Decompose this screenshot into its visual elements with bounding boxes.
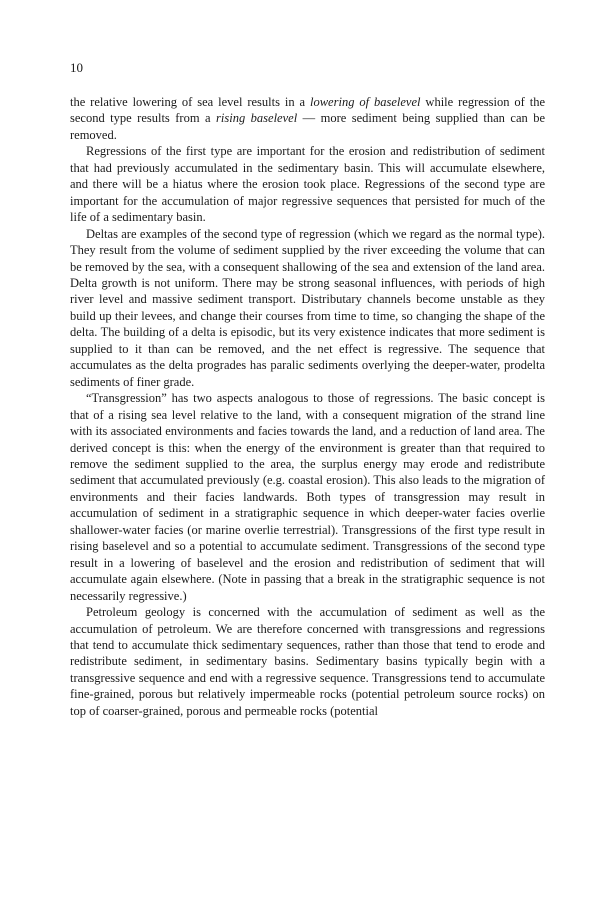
paragraph-5 [70, 604, 545, 719]
paragraph-1 [70, 94, 545, 143]
text-run: Petroleum geology is concerned with the accumulation of sediment as well as the accumulation of petroleum. We are therefore concerned with transgressions and regressions that tend to accumulate thick sedimentary sequences, rather than those that tend to erode and redistribute sediment, in sedimentary basins. Sedimentary basins typically begin with a transgressive sequence and end with a regressive sequence. Transgressions tend to accumulate fine-grained, porous but relatively impermeable rocks (potential petroleum source rocks) on top of coarser-grained, porous and permeable rocks (potential [70, 605, 545, 718]
paragraph-3 [70, 226, 545, 391]
text-run: Regressions of the first type are important for the erosion and redistribution of sediment that had previously accumulated in the sedimentary basin. This will accumulate elsewhere, and there will be a hiatus where the erosion took place. Regressions of the second type are important for the accumulation of major regressive sequences that persisted for much of the life of a sedimentary basin. [70, 144, 545, 225]
italic-term-rising-baselevel: rising baselevel [216, 111, 298, 126]
paragraph-4 [70, 390, 545, 604]
text-run: while regression of the second type results from a [70, 95, 546, 126]
paragraph-2 [70, 143, 545, 225]
text-run: Deltas are examples of the second type of regression (which we regard as the normal type). They result from the volume of sediment supplied by the river exceeding the volume that can be removed by the sea, with a consequent shallowing of the sea and extension of the land area. Delta growth is not uniform. There may be strong seasonal influences, with periods of high river level and massive sediment transport. Distributary channels become unstable as they build up their levees, and change their courses from time to time, so changing the shape of the delta. The building of a delta is episodic, but its very existence indicates that more sediment is supplied to it than can be removed, and the net effect is regressive. The sequence that accumulates as the delta progrades has paralic sediments overlying the deeper-water, prodelta sediments of finer grade. [70, 226, 545, 389]
body-text [70, 94, 545, 719]
italic-term-lowering-of-baselevel: lowering of baselevel [310, 95, 421, 109]
page-number: 10 [70, 60, 83, 75]
text-run: — more sediment being supplied than can be removed. [70, 111, 546, 142]
text-run: the relative lowering of sea level results in a [70, 95, 310, 109]
text-run: “Transgression” has two aspects analogous to those of regressions. The basic concept is that of a rising sea level relative to the land, with a consequent migration of the strand line with its associated environments and facies towards the land, and a reduction of land area. The derived concept is this: when the energy of the environment is greater than that required to remove the sediment supplied to the area, the surplus energy may erode and redistribute sediment that accumulated previously (e.g. coastal erosion). This also leads to the migration of environments and their facies landwards. Both types of transgression may result in accumulation of sediment in a stratigraphic sequence in which deeper-water facies overlie shallower-water facies (or marine overlie terrestrial). Transgressions of the first type result in rising baselevel and so a potential to accumulate sediment. Transgressions of the second type result in a lowering of baselevel and the erosion and redistribution of sediment that will accumulate again elsewhere. (Note in passing that a break in the stratigraphic sequence is not necessarily regressive.) [70, 391, 545, 603]
